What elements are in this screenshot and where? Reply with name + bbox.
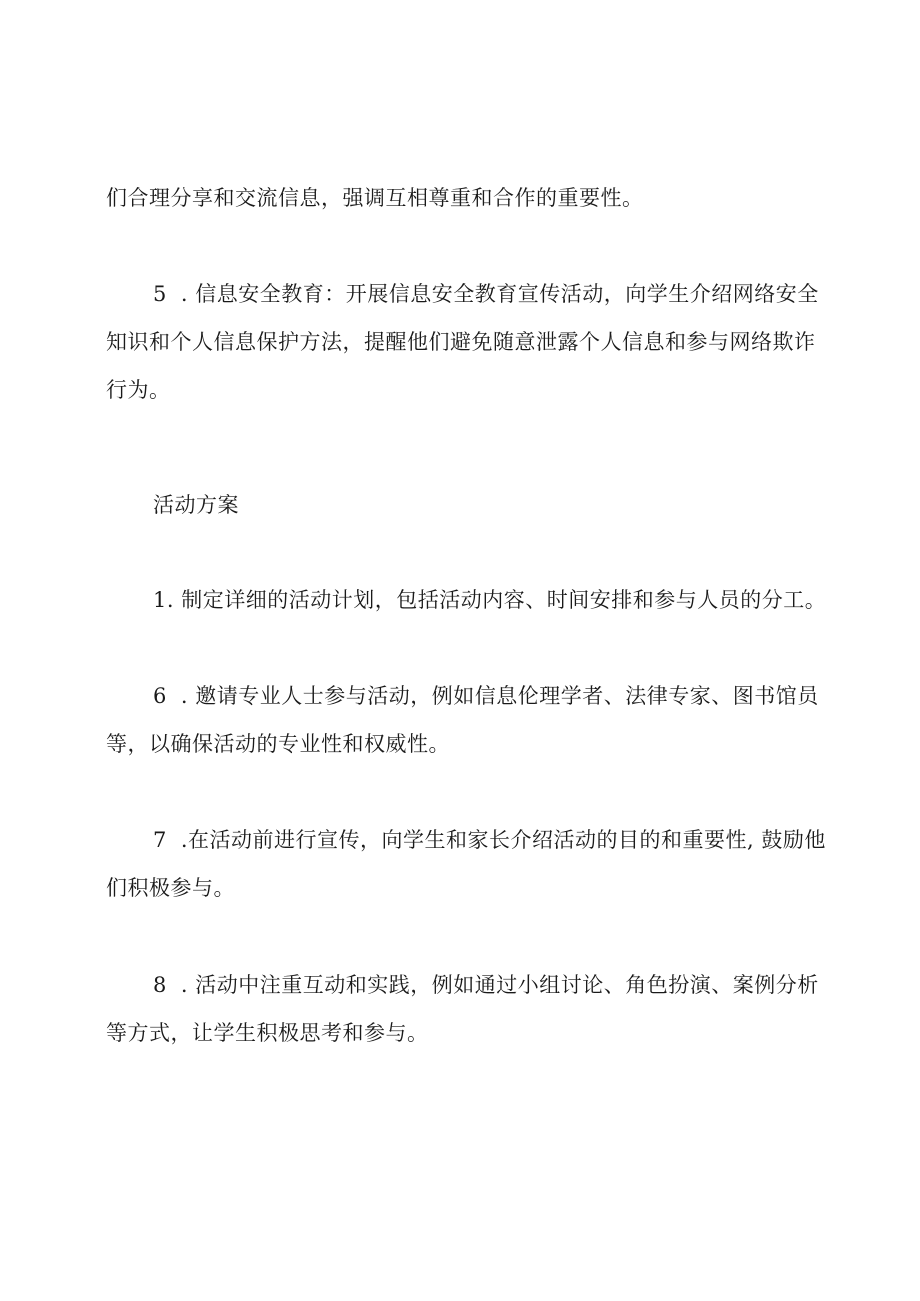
plan-7-paragraph	[106, 816, 831, 912]
paragraph-line: 们合理分享和交流信息，强调互相尊重和合作的重要性。	[106, 186, 644, 210]
item-text: . 邀请专业人士参与活动，例如信息伦理学者、法律专家、图书馆员	[180, 684, 819, 708]
item-number: 8	[153, 973, 167, 997]
item-5-paragraph	[106, 270, 831, 414]
paragraph-line	[106, 816, 831, 864]
paragraph-line	[106, 270, 831, 318]
item-number: 7	[153, 828, 167, 852]
item-number: 6	[153, 684, 167, 708]
continuation-paragraph	[106, 174, 831, 222]
plan-6-paragraph	[106, 672, 831, 768]
paragraph-line	[106, 961, 831, 1009]
paragraph-line	[106, 672, 831, 720]
section-heading: 活动方案	[153, 493, 239, 517]
item-text: .在活动前进行宣传，向学生和家长介绍活动的目的和重要性, 鼓励他	[180, 828, 826, 852]
paragraph-line: 等方式，让学生积极思考和参与。	[106, 1021, 429, 1045]
plan-8-paragraph	[106, 961, 831, 1057]
item-text: . 活动中注重互动和实践，例如通过小组讨论、角色扮演、案例分析	[180, 973, 819, 997]
paragraph-line: 们积极参与。	[106, 876, 235, 900]
plan-1-paragraph	[106, 576, 831, 624]
paragraph-line: 行为。	[106, 378, 171, 402]
paragraph-line: 等，以确保活动的专业性和权威性。	[106, 732, 450, 756]
item-number: 5	[153, 282, 167, 306]
item-text: . 信息安全教育：开展信息安全教育宣传活动，向学生介绍网络安全	[180, 282, 819, 306]
paragraph-line: 1. 制定详细的活动计划，包括活动内容、时间安排和参与人员的分工。	[153, 588, 827, 612]
paragraph-line: 知识和个人信息保护方法，提醒他们避免随意泄露个人信息和参与网络欺诈	[106, 330, 816, 354]
